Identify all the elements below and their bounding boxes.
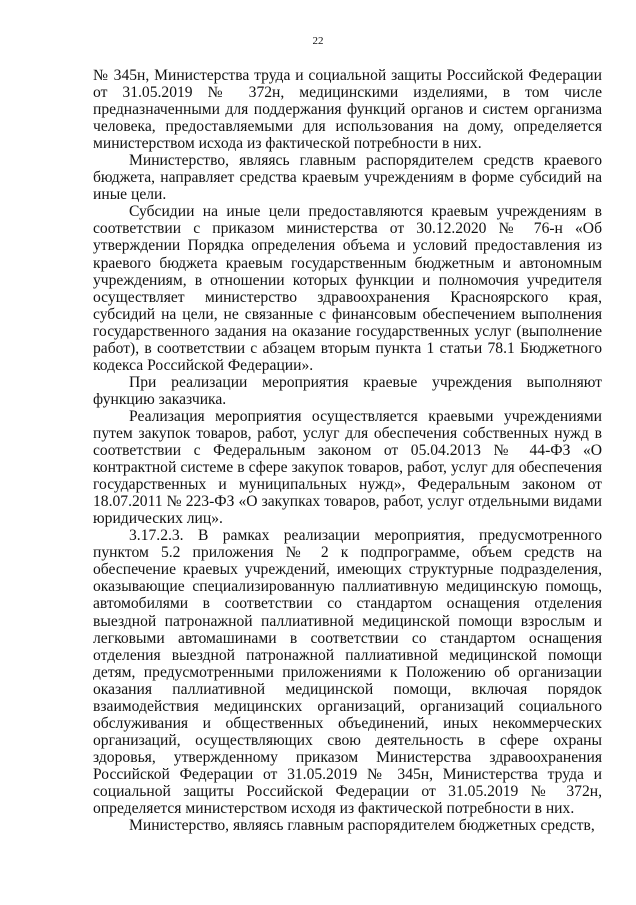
body-text [93, 67, 602, 834]
paragraph-4: При реализации мероприятия краевые учреждения выполняют функцию заказчика. [93, 373, 602, 408]
paragraph-2: Министерство, являясь главным распорядителем средств краевого бюджета, направляет средства краевым учреждениям в форме субсидий на иные цели. [93, 152, 602, 204]
paragraph-5: Реализация мероприятия осуществляется краевыми учреждениями путем закупок товаров, работ, услуг для обеспечения собственных нужд в соответствии с Федеральным законом от 05.04.2013 № 44-ФЗ «О контрактной системе в сфере закупок товаров, работ, услуг для обеспечения государственных и муниципальных нужд», Федеральным законом от 18.07.2011 № 223-ФЗ «О закупках товаров, работ, услуг отдельными видами юридических лиц». [93, 407, 602, 528]
paragraph-1: № 345н, Министерства труда и социальной защиты Российской Федерации от 31.05.2019 № 372н, медицинскими изделиями, в том числе предназначенными для поддержания функций органов и систем организма человека, предоставляемыми для использования на дому, определяется министерством исхода из фактической потребности в них. [93, 67, 602, 153]
page-number: 22 [312, 35, 324, 47]
paragraph-7: Министерство, являясь главным распорядителем бюджетных средств, [129, 817, 595, 835]
paragraph-6: 3.17.2.3. В рамках реализации мероприятия, предусмотренного пунктом 5.2 приложения № 2 к подпрограмме, объем средств на обеспечение краевых учреждений, имеющих структурные подразделения, оказывающие специализированную паллиативную медицинскую помощь, автомобилями в соответствии со стандартом оснащения отделения выездной патронажной паллиативной медицинской помощи взрослым и легковыми автомашинами в соответствии со стандартом оснащения отделения выездной патронажной паллиативной медицинской помощи детям, предусмотренными приложениями к Положению об организации оказания паллиативной медицинской помощи, включая порядок взаимодействия медицинских организаций, организаций социального обслуживания и общественных объединений, иных некоммерческих организаций, осуществляющих свою деятельность в сфере охраны здоровья, утвержденному приказом Министерства здравоохранения Российской Федерации от 31.05.2019 № 345н, Министерства труда и социальной защиты Российской Федерации от 31.05.2019 № 372н, определяется министерством исходя из фактической потребности в них. [93, 527, 602, 818]
paragraph-3: Субсидии на иные цели предоставляются краевым учреждениям в соответствии с приказом министерства от 30.12.2020 № 76-н «Об утверждении Порядка определения объема и условий предоставления из краевого бюджета краевым государственным бюджетным и автономным учреждениям, в отношении которых функции и полномочия учредителя осуществляет министерство здравоохранения Красноярского края, субсидий на цели, не связанные с финансовым обеспечением выполнения государственного задания на оказание государственных услуг (выполнение работ), в соответствии с абзацем вторым пункта 1 статьи 78.1 Бюджетного кодекса Российской Федерации». [93, 203, 602, 374]
